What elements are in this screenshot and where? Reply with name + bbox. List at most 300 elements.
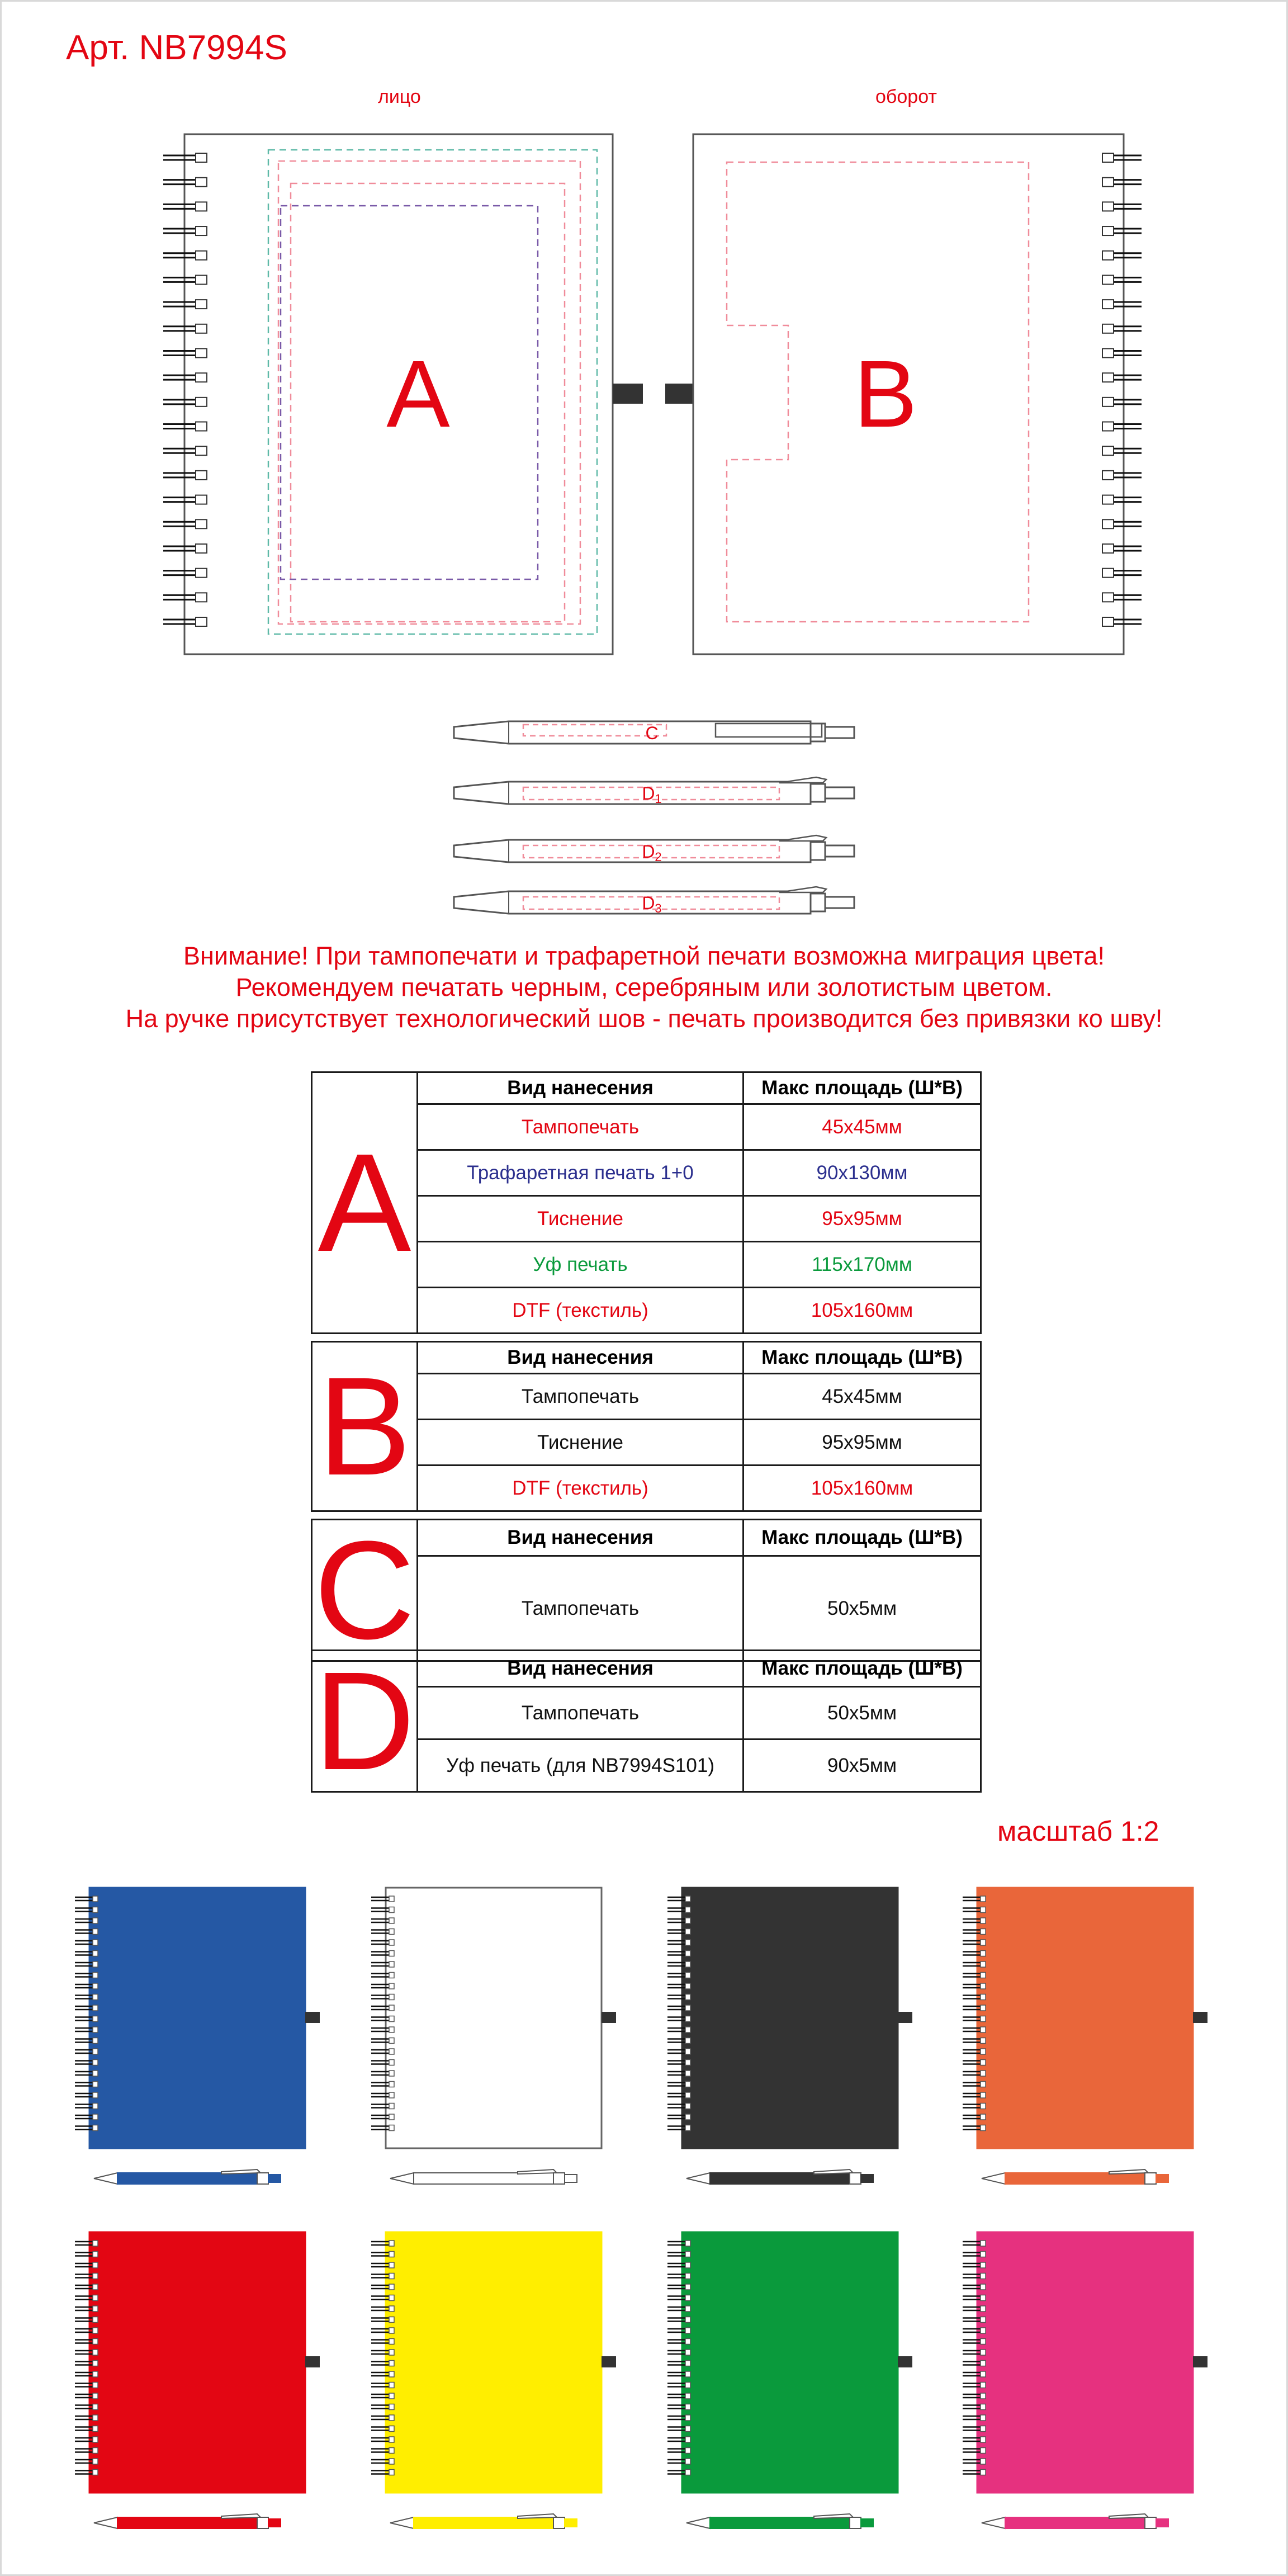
variant-spiral-hole: [981, 2470, 986, 2475]
variant-spiral-hole: [389, 2027, 394, 2033]
variant-spiral-hole: [93, 1929, 98, 1935]
pen-button: [825, 845, 854, 857]
warning-block: [0, 940, 1288, 1034]
variant-spiral-hole: [93, 2092, 98, 2098]
variant-spiral-hole: [981, 2125, 986, 2131]
variant-spiral-hole: [389, 2339, 394, 2345]
spiral-hole: [196, 153, 207, 162]
variant-spiral-hole: [685, 2415, 690, 2421]
spiral-hole: [196, 617, 207, 626]
table-cell-area: 50х5мм: [744, 1556, 981, 1661]
variant-spiral-hole: [389, 1907, 394, 1913]
pen-button: [825, 727, 854, 738]
variant-spiral-hole: [685, 2339, 690, 2345]
pen-zone-label: [645, 723, 658, 743]
spiral-hole: [1102, 495, 1114, 504]
variant-pen-button: [861, 2175, 873, 2182]
variant-spiral-hole: [93, 2328, 98, 2333]
variant-spiral-hole: [389, 2459, 394, 2464]
variant-spiral-hole: [981, 2241, 986, 2246]
table-cell-method: Трафаретная печать 1+0: [418, 1150, 744, 1196]
variant-spiral-hole: [981, 2415, 986, 2421]
variant-spiral-hole: [685, 1983, 690, 1989]
pen-clip: [779, 835, 826, 841]
variant-spiral-hole: [93, 2393, 98, 2399]
variant-spiral-hole: [389, 1983, 394, 1989]
variant-pen-body: [117, 2517, 257, 2528]
variant-spiral-hole: [93, 2415, 98, 2421]
variant-spiral-hole: [685, 2241, 690, 2246]
table-letter-b: B: [312, 1342, 418, 1511]
header-area: Макс площадь (Ш*В): [744, 1072, 981, 1104]
variant-pen-button: [268, 2175, 281, 2182]
spiral-hole: [1102, 519, 1114, 528]
variant-spiral-hole: [93, 2241, 98, 2246]
variant-spiral-hole: [685, 2274, 690, 2279]
spiral-hole: [196, 471, 207, 480]
variant-pen-body: [1005, 2517, 1145, 2528]
warning-line-1: Внимание! При тампопечати и трафаретной печати возможна миграция цвета!: [183, 942, 1105, 970]
spiral-hole: [1102, 593, 1114, 602]
variant-spiral-hole: [389, 2383, 394, 2388]
variant-spiral-hole: [389, 1973, 394, 1978]
variant-spiral-hole: [685, 2350, 690, 2355]
header-area: Макс площадь (Ш*В): [744, 1651, 981, 1687]
pen-zone-letter: D: [642, 783, 655, 803]
variant-spiral-hole: [389, 2295, 394, 2301]
variant-pen-body: [710, 2517, 850, 2528]
variant-pen-button: [565, 2519, 577, 2527]
variant-spiral-hole: [981, 2262, 986, 2268]
variant-spiral-hole: [981, 1983, 986, 1989]
variant-spiral-hole: [685, 1907, 690, 1913]
variant-spiral-hole: [685, 1973, 690, 1978]
spiral-hole: [1102, 153, 1114, 162]
spec-table-a: [311, 1071, 982, 1334]
variant-spiral-hole: [685, 2114, 690, 2120]
variant-pen-loop: [305, 2356, 320, 2367]
variant-spiral-hole: [685, 2049, 690, 2054]
variant-spiral-hole: [685, 2426, 690, 2432]
pen-drawing: [454, 777, 854, 806]
front-side-label: лицо: [378, 86, 421, 107]
pen-drawing: [454, 887, 854, 915]
variant-spiral-hole: [93, 2459, 98, 2464]
header-method: Вид нанесения: [418, 1651, 744, 1687]
variant-pen-tip: [94, 2517, 117, 2528]
variant-spiral-hole: [93, 2361, 98, 2366]
color-variant: [963, 2232, 1208, 2528]
variant-pen-body: [414, 2173, 553, 2184]
variant-pen-body: [414, 2517, 553, 2528]
variant-spiral-hole: [93, 2125, 98, 2131]
variant-spiral-hole: [685, 2252, 690, 2257]
spiral-hole: [1102, 617, 1114, 626]
variant-pen-loop: [1193, 2356, 1208, 2367]
spiral-hole: [1102, 251, 1114, 260]
variant-pen-body: [1005, 2173, 1145, 2184]
variant-spiral-hole: [93, 1951, 98, 1956]
variant-spiral-hole: [389, 2104, 394, 2109]
variant-spiral-hole: [685, 2470, 690, 2475]
variant-spiral-hole: [93, 2284, 98, 2290]
variant-pen-clip: [221, 2514, 261, 2518]
variant-spiral-hole: [685, 1961, 690, 1967]
variant-spiral-hole: [93, 2114, 98, 2120]
table-cell-method: DTF (текстиль): [418, 1288, 744, 1334]
scale-label: масштаб 1:2: [997, 1816, 1159, 1847]
header-area: Макс площадь (Ш*В): [744, 1342, 981, 1374]
table-cell-method: Тампопечать: [418, 1104, 744, 1150]
variant-spiral-hole: [981, 1940, 986, 1945]
spiral-hole: [196, 495, 207, 504]
variant-spiral-hole: [93, 2437, 98, 2442]
variant-pen-cap: [1145, 2517, 1156, 2528]
pen-clip: [779, 887, 826, 892]
spiral-hole: [1102, 324, 1114, 333]
pen-clip: [779, 777, 826, 783]
variant-pen-clip: [1109, 2514, 1148, 2518]
variant-spiral-hole: [93, 2082, 98, 2087]
variant-spiral-hole: [981, 1961, 986, 1967]
variant-spiral-hole: [389, 2114, 394, 2120]
variant-spiral-hole: [981, 2437, 986, 2442]
spiral-hole: [1102, 300, 1114, 309]
pen-drawing: [454, 721, 854, 744]
variant-cover: [682, 1888, 898, 2148]
back-cover-drawing: [693, 134, 1142, 654]
variant-cover: [386, 2232, 602, 2493]
variant-spiral-hole: [389, 1896, 394, 1902]
variant-spiral-hole: [981, 1994, 986, 2000]
variant-spiral-hole: [389, 2082, 394, 2087]
variant-pen-tip: [390, 2173, 414, 2184]
variant-spiral-hole: [981, 2252, 986, 2257]
warning-line-2: Рекомендуем печатать черным, серебряным или золотистым цветом.: [235, 973, 1053, 1001]
variant-spiral-hole: [93, 2049, 98, 2054]
variant-spiral-hole: [981, 2016, 986, 2022]
color-variant: [963, 1888, 1208, 2184]
variant-spiral-hole: [685, 2027, 690, 2033]
pen-cap: [811, 784, 825, 802]
variant-pen-cap: [850, 2517, 861, 2528]
variant-spiral-hole: [685, 2361, 690, 2366]
variant-pen-body: [117, 2173, 257, 2184]
variant-spiral-hole: [93, 2306, 98, 2312]
table-cell-area: 105х160мм: [744, 1288, 981, 1334]
variant-spiral-hole: [93, 2350, 98, 2355]
variant-spiral-hole: [981, 2404, 986, 2410]
variant-spiral-hole: [93, 2317, 98, 2323]
variant-spiral-hole: [389, 2241, 394, 2246]
pen-body: [454, 782, 811, 804]
variant-spiral-hole: [981, 2361, 986, 2366]
color-variant: [75, 2232, 320, 2528]
header-method: Вид нанесения: [418, 1520, 744, 1556]
spiral-hole: [196, 178, 207, 187]
variant-spiral-hole: [685, 2383, 690, 2388]
table-cell-method: Тиснение: [418, 1420, 744, 1466]
variant-spiral-hole: [93, 1896, 98, 1902]
pen-button: [825, 897, 854, 908]
variant-spiral-hole: [981, 2459, 986, 2464]
spiral-hole: [196, 373, 207, 382]
variant-spiral-hole: [981, 2328, 986, 2333]
variant-cover: [682, 2232, 898, 2493]
pen-body: [454, 891, 811, 914]
table-cell-area: 105х160мм: [744, 1466, 981, 1511]
variant-pen-button: [1156, 2519, 1168, 2527]
variant-spiral-hole: [93, 2005, 98, 2011]
spiral-hole: [196, 544, 207, 553]
variant-pen-clip: [1109, 2169, 1148, 2174]
variant-spiral-hole: [93, 2470, 98, 2475]
variant-pen-cap: [553, 2173, 565, 2184]
variant-spiral-hole: [93, 1961, 98, 1967]
variant-spiral-hole: [685, 2060, 690, 2065]
variant-spiral-hole: [685, 2404, 690, 2410]
variant-spiral-hole: [389, 1951, 394, 1956]
variant-spiral-hole: [93, 2262, 98, 2268]
variant-spiral-hole: [981, 2005, 986, 2011]
variant-spiral-hole: [389, 2361, 394, 2366]
spiral-hole: [196, 348, 207, 357]
variant-spiral-hole: [685, 2393, 690, 2399]
variant-spiral-hole: [93, 2104, 98, 2109]
spiral-hole: [1102, 202, 1114, 211]
variant-spiral-hole: [93, 1973, 98, 1978]
variant-spiral-hole: [685, 2038, 690, 2044]
variant-spiral-hole: [685, 2262, 690, 2268]
pen-zone-letter: D: [642, 842, 655, 862]
pen-zone-letter: D: [642, 893, 655, 913]
spiral-hole: [196, 202, 207, 211]
variant-spiral-hole: [93, 2252, 98, 2257]
variant-spiral-hole: [93, 2016, 98, 2022]
variant-spiral-hole: [685, 2448, 690, 2454]
color-variant: [75, 1888, 320, 2184]
variant-spiral-hole: [93, 2383, 98, 2388]
variant-pen-cap: [1145, 2173, 1156, 2184]
variant-spiral-hole: [685, 2328, 690, 2333]
table-cell-area: 115х170мм: [744, 1242, 981, 1288]
variant-pen-body: [710, 2173, 850, 2184]
pen-button: [825, 787, 854, 798]
variant-pen-clip: [814, 2514, 853, 2518]
variant-spiral-hole: [981, 2317, 986, 2323]
table-cell-method: DTF (текстиль): [418, 1466, 744, 1511]
variant-pen-tip: [686, 2173, 710, 2184]
variant-spiral-hole: [685, 1951, 690, 1956]
variant-pen-tip: [94, 2173, 117, 2184]
color-variant: [667, 1888, 912, 2184]
color-variant: [667, 2232, 912, 2528]
variant-spiral-hole: [981, 2049, 986, 2054]
variant-spiral-hole: [685, 2295, 690, 2301]
variant-spiral-hole: [981, 2306, 986, 2312]
variant-spiral-hole: [981, 1907, 986, 1913]
variant-spiral-hole: [389, 2092, 394, 2098]
variant-cover: [89, 2232, 305, 2493]
variant-pen-tip: [686, 2517, 710, 2528]
spiral-hole: [1102, 471, 1114, 480]
spiral-hole: [196, 519, 207, 528]
table-cell-area: 90х5мм: [744, 1740, 981, 1792]
variant-spiral-hole: [685, 1940, 690, 1945]
variant-spiral-hole: [389, 2252, 394, 2257]
front-cover-drawing: [163, 134, 613, 654]
variant-spiral-hole: [685, 2317, 690, 2323]
pen-zone-letter: C: [645, 723, 659, 743]
spiral-hole: [196, 226, 207, 235]
variant-spiral-hole: [981, 2071, 986, 2076]
variant-spiral-hole: [389, 2448, 394, 2454]
table-cell-method: Уф печать (для NB7994S101): [418, 1740, 744, 1792]
header-area: Макс площадь (Ш*В): [744, 1520, 981, 1556]
spiral-hole: [1102, 373, 1114, 382]
spiral-hole: [1102, 544, 1114, 553]
zone-b-letter: B: [854, 341, 917, 447]
variant-spiral-hole: [981, 2114, 986, 2120]
table-cell-method: Тампопечать: [418, 1556, 744, 1661]
variant-pen-button: [861, 2519, 873, 2527]
variant-pen-button: [565, 2175, 577, 2182]
table-cell-method: Тампопечать: [418, 1374, 744, 1420]
variant-cover: [977, 2232, 1193, 2493]
variant-pen-clip: [221, 2169, 261, 2174]
table-cell-method: Тиснение: [418, 1196, 744, 1242]
variant-pen-tip: [982, 2517, 1005, 2528]
pen-cap: [811, 724, 825, 741]
pen-drawings: [454, 721, 854, 915]
table-letter-c: C: [312, 1520, 418, 1661]
variant-spiral-hole: [981, 2274, 986, 2279]
header-method: Вид нанесения: [418, 1072, 744, 1104]
spiral-hole: [1102, 422, 1114, 431]
variant-spiral-hole: [389, 2274, 394, 2279]
variant-spiral-hole: [981, 1951, 986, 1956]
spiral-hole: [1102, 398, 1114, 407]
variant-spiral-hole: [93, 2274, 98, 2279]
spiral-hole: [196, 398, 207, 407]
variant-spiral-hole: [685, 2437, 690, 2442]
color-variant: [371, 1888, 616, 2184]
variant-spiral-hole: [981, 2060, 986, 2065]
variant-spiral-hole: [981, 1929, 986, 1935]
spiral-hole: [196, 569, 207, 578]
variant-spiral-hole: [389, 1929, 394, 1935]
variant-spiral-hole: [685, 1918, 690, 1923]
spiral-hole: [1102, 275, 1114, 284]
table-cell-method: Уф печать: [418, 1242, 744, 1288]
variant-pen-clip: [518, 2169, 557, 2174]
variant-spiral-hole: [93, 2038, 98, 2044]
variant-spiral-hole: [389, 1961, 394, 1967]
spiral-hole: [1102, 226, 1114, 235]
variant-pen-cap: [553, 2517, 565, 2528]
pen-zone-index: 2: [655, 850, 662, 864]
variant-spiral-hole: [93, 2027, 98, 2033]
variant-spiral-hole: [389, 2350, 394, 2355]
variant-cover: [89, 1888, 305, 2148]
variant-cover: [386, 1888, 602, 2148]
variant-spiral-hole: [93, 1940, 98, 1945]
variant-spiral-hole: [685, 2005, 690, 2011]
variant-spiral-hole: [981, 2448, 986, 2454]
variant-spiral-hole: [981, 2371, 986, 2377]
pen-body: [454, 840, 811, 862]
variant-spiral-hole: [981, 2426, 986, 2432]
table-cell-area: 50х5мм: [744, 1687, 981, 1740]
variant-pen-cap: [257, 2517, 268, 2528]
variant-spiral-hole: [389, 2262, 394, 2268]
variant-spiral-hole: [93, 2071, 98, 2076]
variant-spiral-hole: [93, 1907, 98, 1913]
variant-spiral-hole: [389, 2125, 394, 2131]
variant-spiral-hole: [981, 2393, 986, 2399]
variant-spiral-hole: [389, 2437, 394, 2442]
variant-pen-loop: [898, 2012, 912, 2023]
variant-spiral-hole: [981, 2295, 986, 2301]
variant-spiral-hole: [389, 2005, 394, 2011]
variant-spiral-hole: [93, 2339, 98, 2345]
pen-drawing: [454, 835, 854, 864]
variant-spiral-hole: [389, 2016, 394, 2022]
pen-cap: [811, 894, 825, 911]
variant-spiral-hole: [685, 2306, 690, 2312]
variant-pen-clip: [518, 2514, 557, 2518]
spiral-hole: [196, 446, 207, 455]
variant-spiral-hole: [981, 2350, 986, 2355]
spiral-hole: [1102, 178, 1114, 187]
table-cell-area: 90х130мм: [744, 1150, 981, 1196]
spec-table-b: [311, 1341, 982, 1512]
pen-cap: [811, 842, 825, 860]
back-side-label: оборот: [875, 86, 937, 107]
variant-pen-button: [1156, 2175, 1168, 2182]
variant-pen-loop: [602, 2012, 616, 2023]
variant-spiral-hole: [389, 2470, 394, 2475]
variant-spiral-hole: [93, 2426, 98, 2432]
variant-spiral-hole: [389, 2393, 394, 2399]
variant-spiral-hole: [389, 2060, 394, 2065]
spiral-hole: [1102, 569, 1114, 578]
variant-spiral-hole: [93, 1983, 98, 1989]
variant-spiral-hole: [389, 2038, 394, 2044]
variant-pen-loop: [602, 2356, 616, 2367]
variant-spiral-hole: [389, 2426, 394, 2432]
color-variant: [371, 2232, 616, 2528]
variant-pen-clip: [814, 2169, 853, 2174]
warning-line-3: На ручке присутствует технологический шов - печать производится без привязки ко шву!: [125, 1004, 1163, 1033]
variant-spiral-hole: [981, 1918, 986, 1923]
variant-spiral-hole: [685, 2284, 690, 2290]
variant-spiral-hole: [981, 2339, 986, 2345]
spec-table-d: [311, 1643, 982, 1799]
variant-spiral-hole: [93, 1918, 98, 1923]
variant-pen-cap: [850, 2173, 861, 2184]
variant-cover: [977, 1888, 1193, 2148]
variant-spiral-hole: [93, 2060, 98, 2065]
variant-spiral-hole: [389, 1940, 394, 1945]
variant-spiral-hole: [93, 2448, 98, 2454]
variant-spiral-hole: [685, 2104, 690, 2109]
variant-spiral-hole: [981, 2038, 986, 2044]
table-letter-d: D: [312, 1651, 418, 1792]
variant-spiral-hole: [981, 2284, 986, 2290]
variant-spiral-hole: [389, 2328, 394, 2333]
variant-spiral-hole: [389, 2049, 394, 2054]
